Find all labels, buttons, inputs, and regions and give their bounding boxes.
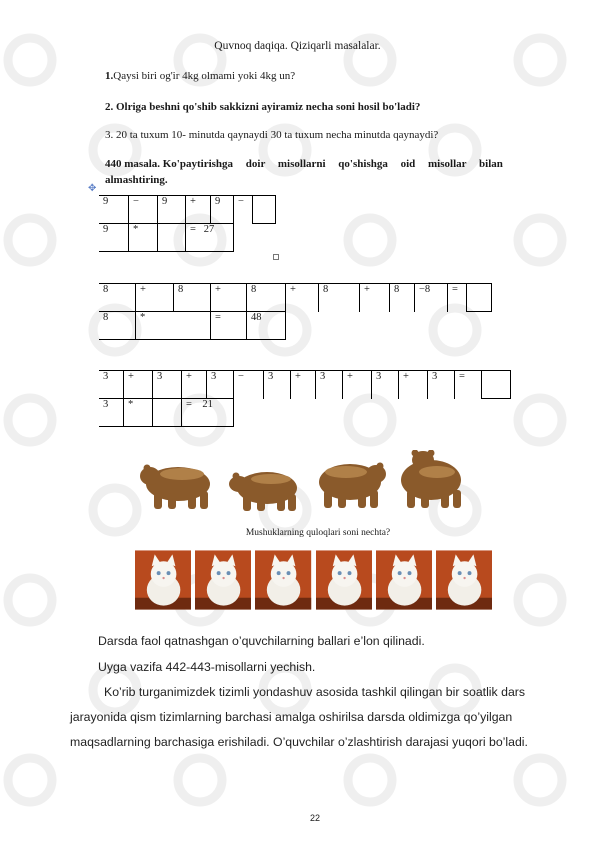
problem-label: 440 masala.: [105, 158, 160, 170]
table-cell: [158, 224, 186, 252]
kitten-image: [436, 550, 492, 610]
table-cell: [482, 371, 511, 399]
question-text: 20 ta tuxum 10- minutda qaynaydi 30 ta tuxum necha minutda qaynaydi?: [116, 129, 439, 141]
table-cell: +: [343, 371, 372, 399]
format-marker: [273, 254, 279, 260]
paragraph-homework: Uyga vazifa 442-443-misollarni yechish.: [98, 660, 316, 674]
question-number: 2.: [105, 101, 114, 113]
question-number: 3.: [105, 129, 114, 141]
table-cell: =: [455, 371, 482, 399]
table-cell: 3: [99, 371, 124, 399]
table-cell: 3: [153, 371, 182, 399]
page-number: 22: [309, 813, 320, 823]
question-3: [105, 129, 438, 141]
table-cell: 48: [247, 312, 286, 340]
table-cell: −8: [415, 284, 448, 312]
kitten-image: [135, 550, 191, 610]
table-cell: *: [136, 312, 211, 340]
table-cell: 3: [316, 371, 343, 399]
bears-illustration: [135, 450, 480, 512]
table-cell: 8: [319, 284, 360, 312]
table-cell: [467, 284, 492, 312]
table-cell: −: [234, 371, 264, 399]
table-cell: +: [136, 284, 174, 312]
equation-table-3: [99, 370, 511, 427]
table-cell: 3: [207, 371, 234, 399]
table-cell: +: [399, 371, 428, 399]
table-cell: +: [182, 371, 207, 399]
bear-image: [140, 450, 461, 511]
table-cell: 3: [372, 371, 399, 399]
kitten-image: [316, 550, 372, 610]
question-text: Qaysi biri og'ir 4kg olmami yoki 4kg un?: [113, 70, 296, 82]
table-cell: 8: [174, 284, 211, 312]
table-cell: =: [448, 284, 467, 312]
image-caption: Mushuklarning quloqlari soni nechta?: [245, 528, 391, 538]
table-cell: 8: [99, 312, 136, 340]
table-cell: 8: [390, 284, 415, 312]
table-cell: *: [124, 399, 153, 427]
table-cell: 9: [211, 196, 234, 224]
table-cell: 3: [428, 371, 455, 399]
kitten-image: [255, 550, 311, 610]
question-2: [105, 101, 420, 113]
table-cell: 8: [99, 284, 136, 312]
kitten-image: [376, 550, 432, 610]
table-anchor-icon: ✥: [88, 183, 97, 194]
equation-table-2: [99, 283, 492, 340]
page-title: Quvnoq daqiqa. Qiziqarli masalalar.: [214, 40, 381, 52]
paragraph-conclusion-line-3: maqsadlarning barchasiga erishiladi. O’quvchilar o’zlashtirish darajasi yuqori bo’ladi.: [70, 735, 528, 749]
table-cell: =: [211, 312, 247, 340]
equation-table-1: [99, 195, 276, 252]
table-cell: = 21: [182, 399, 234, 427]
paragraph-conclusion-line-1: Ko’rib turganimizdek tizimli yondashuv asosida tashkil qilingan bir soatlik dars: [104, 685, 526, 699]
table-cell: −: [234, 196, 253, 224]
table-cell: +: [124, 371, 153, 399]
question-number: 1.: [105, 70, 114, 82]
kittens-illustration: [135, 550, 492, 610]
table-cell: 3: [264, 371, 291, 399]
table-cell: = 27: [186, 224, 234, 252]
table-cell: [253, 196, 276, 224]
table-cell: 9: [99, 224, 129, 252]
kitten-image: [195, 550, 251, 610]
table-cell: 3: [99, 399, 124, 427]
table-cell: +: [186, 196, 211, 224]
table-cell: +: [360, 284, 390, 312]
table-cell: *: [129, 224, 158, 252]
table-cell: −: [129, 196, 158, 224]
question-text: Olriga beshni qo'shib sakkizni ayiramiz necha soni hosil bo'ladi?: [116, 101, 421, 113]
problem-text: Ko'paytirishga doir misollarni qo'shishga oid misollar bilan: [162, 158, 503, 170]
paragraph-conclusion-line-2: jarayonida qism tizimlarning barchasi amalga oshirilsa darsda oldimizga qo’yilgan: [70, 710, 513, 724]
question-1: [105, 70, 295, 82]
table-cell: +: [291, 371, 316, 399]
table-cell: +: [286, 284, 319, 312]
problem-text-cont: almashtiring.: [105, 174, 168, 186]
paragraph-results: Darsda faol qatnashgan o’quvchilarning ballari e’lon qilinadi.: [98, 634, 425, 648]
problem-statement: [105, 158, 531, 170]
table-cell: +: [211, 284, 247, 312]
table-cell: 8: [247, 284, 286, 312]
table-cell: 9: [158, 196, 186, 224]
table-cell: 9: [99, 196, 129, 224]
table-cell: [153, 399, 182, 427]
